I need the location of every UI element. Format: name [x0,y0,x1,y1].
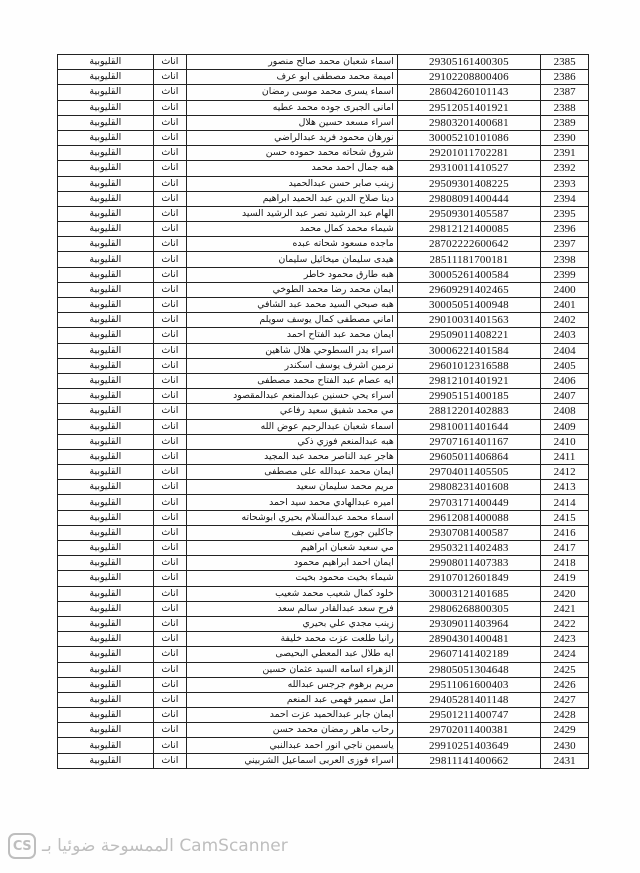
governorate-cell: القليوبية [58,373,154,388]
governorate-cell: القليوبية [58,632,154,647]
national-id-cell: 29405281401148 [397,692,540,707]
governorate-cell: القليوبية [58,434,154,449]
serial-number-cell: 2427 [541,692,589,707]
gender-cell: اناث [153,556,187,571]
gender-cell: اناث [153,343,187,358]
gender-cell: اناث [153,419,187,434]
serial-number-cell: 2416 [541,525,589,540]
gender-cell: اناث [153,70,187,85]
governorate-cell: القليوبية [58,510,154,525]
serial-number-cell: 2402 [541,313,589,328]
table-row [58,191,589,206]
governorate-cell: القليوبية [58,541,154,556]
serial-number-cell: 2419 [541,571,589,586]
table-row [58,419,589,434]
governorate-cell: القليوبية [58,176,154,191]
serial-number-cell: 2414 [541,495,589,510]
name-cell: اسراء يحي حسنين عبدالمنعم عبدالمقصود [187,389,398,404]
table-row [58,525,589,540]
gender-cell: اناث [153,662,187,677]
gender-cell: اناث [153,328,187,343]
table-row [58,662,589,677]
serial-number-cell: 2387 [541,85,589,100]
national-id-cell: 30003121401685 [397,586,540,601]
governorate-cell: القليوبية [58,267,154,282]
name-cell: جاكلين جورج سامي نصيف [187,525,398,540]
serial-number-cell: 2395 [541,206,589,221]
national-id-cell: 30005051400948 [397,298,540,313]
table-row [58,282,589,297]
gender-cell: اناث [153,465,187,480]
table-row [58,753,589,768]
serial-number-cell: 2401 [541,298,589,313]
governorate-cell: القليوبية [58,586,154,601]
table-row [58,343,589,358]
serial-number-cell: 2399 [541,267,589,282]
table-row [58,55,589,70]
national-id-cell: 29908011407383 [397,556,540,571]
name-cell: مريم محمد سليمان سعيد [187,480,398,495]
governorate-cell: القليوبية [58,343,154,358]
gender-cell: اناث [153,616,187,631]
governorate-cell: القليوبية [58,237,154,252]
table-row [58,100,589,115]
serial-number-cell: 2429 [541,723,589,738]
name-cell: اسراء بدر السطوحي هلال شاهين [187,343,398,358]
name-cell: شيماء محمد كمال محمد [187,222,398,237]
camscanner-logo-text: CS [12,838,32,854]
national-id-cell: 29102208800406 [397,70,540,85]
serial-number-cell: 2426 [541,677,589,692]
table-row [58,85,589,100]
name-cell: ايمان احمد ابراهيم محمود [187,556,398,571]
table-row [58,267,589,282]
name-cell: مريم برهوم جرجس عبدالله [187,677,398,692]
name-cell: اميره عبدالهادي محمد سيد احمد [187,495,398,510]
governorate-cell: القليوبية [58,480,154,495]
serial-number-cell: 2389 [541,115,589,130]
name-cell: امانى الجبرى جوده محمد عطيه [187,100,398,115]
table-row [58,237,589,252]
gender-cell: اناث [153,480,187,495]
name-cell: اسماء محمد عبدالسلام بحيري ابوشحاته [187,510,398,525]
name-cell: هبه طارق محمود خاطر [187,267,398,282]
governorate-cell: القليوبية [58,692,154,707]
table-row [58,541,589,556]
serial-number-cell: 2386 [541,70,589,85]
serial-number-cell: 2413 [541,480,589,495]
table-row [58,738,589,753]
national-id-cell: 29601012316588 [397,358,540,373]
name-cell: ماجده مسعود شحاته عبده [187,237,398,252]
governorate-cell: القليوبية [58,328,154,343]
serial-number-cell: 2398 [541,252,589,267]
name-cell: هبه عبدالمنعم فوزي ذكي [187,434,398,449]
national-id-cell: 29511061600403 [397,677,540,692]
table-row [58,161,589,176]
name-cell: هاجر عبد الناصر محمد عبد المجيد [187,449,398,464]
gender-cell: اناث [153,55,187,70]
name-cell: هبه جمال احمد محمد [187,161,398,176]
serial-number-cell: 2428 [541,708,589,723]
serial-number-cell: 2391 [541,146,589,161]
name-cell: الهام عبد الرشيد نصر عبد الرشيد السيد [187,206,398,221]
gender-cell: اناث [153,130,187,145]
table-row [58,449,589,464]
name-cell: دينا صلاح الدين عبد الحميد ابراهيم [187,191,398,206]
gender-cell: اناث [153,313,187,328]
serial-number-cell: 2420 [541,586,589,601]
name-cell: شيماء بخيت محمود بخيت [187,571,398,586]
gender-cell: اناث [153,541,187,556]
national-id-cell: 29811141400662 [397,753,540,768]
table-row [58,723,589,738]
name-cell: زينب مجدي علي بحيري [187,616,398,631]
national-id-cell: 28904301400481 [397,632,540,647]
serial-number-cell: 2397 [541,237,589,252]
national-id-cell: 29808231401608 [397,480,540,495]
serial-number-cell: 2400 [541,282,589,297]
serial-number-cell: 2421 [541,601,589,616]
gender-cell: اناث [153,510,187,525]
gender-cell: اناث [153,647,187,662]
national-id-cell: 29512051401921 [397,100,540,115]
governorate-cell: القليوبية [58,571,154,586]
serial-number-cell: 2404 [541,343,589,358]
name-cell: رانيا طلعت عزت محمد خليفة [187,632,398,647]
name-cell: هبه صبحي السيد محمد عبد الشافي [187,298,398,313]
name-cell: هيدى سليمان ميخائيل سليمان [187,252,398,267]
national-id-cell: 29612081400088 [397,510,540,525]
camscanner-watermark-text: CamScanner الممسوحة ضوئيا بـ [42,836,288,856]
serial-number-cell: 2430 [541,738,589,753]
table-row [58,130,589,145]
name-cell: ايه طلال عبد المعطي البحيصى [187,647,398,662]
national-id-cell: 28702222600642 [397,237,540,252]
table-row [58,206,589,221]
gender-cell: اناث [153,85,187,100]
serial-number-cell: 2405 [541,358,589,373]
name-cell: ايمان محمد عبد الفتاح احمد [187,328,398,343]
gender-cell: اناث [153,677,187,692]
governorate-cell: القليوبية [58,404,154,419]
gender-cell: اناث [153,753,187,768]
national-id-cell: 29704011405505 [397,465,540,480]
name-cell: نورهان محمود فريد عبدالراضي [187,130,398,145]
table-row [58,252,589,267]
name-cell: ايه عصام عبد الفتاح محمد مصطفى [187,373,398,388]
gender-cell: اناث [153,252,187,267]
table-row [58,647,589,662]
national-id-cell: 29201011702281 [397,146,540,161]
national-id-cell: 29609291402465 [397,282,540,297]
table-row [58,495,589,510]
name-cell: امل سمير فهمى عبد المنعم [187,692,398,707]
table-row [58,677,589,692]
serial-number-cell: 2393 [541,176,589,191]
gender-cell: اناث [153,282,187,297]
gender-cell: اناث [153,723,187,738]
gender-cell: اناث [153,100,187,115]
serial-number-cell: 2411 [541,449,589,464]
serial-number-cell: 2423 [541,632,589,647]
table-row [58,434,589,449]
national-id-cell: 29810011401644 [397,419,540,434]
national-id-cell: 29806268800305 [397,601,540,616]
table-row [58,298,589,313]
table-row [58,480,589,495]
gender-cell: اناث [153,571,187,586]
table-row [58,389,589,404]
governorate-cell: القليوبية [58,161,154,176]
gender-cell: اناث [153,389,187,404]
gender-cell: اناث [153,161,187,176]
table-row [58,692,589,707]
national-id-cell: 29605011406864 [397,449,540,464]
national-id-cell: 29309011403964 [397,616,540,631]
governorate-cell: القليوبية [58,419,154,434]
governorate-cell: القليوبية [58,495,154,510]
gender-cell: اناث [153,449,187,464]
serial-number-cell: 2425 [541,662,589,677]
table-row [58,404,589,419]
gender-cell: اناث [153,222,187,237]
national-id-cell: 29509011408221 [397,328,540,343]
national-id-cell: 28812201402883 [397,404,540,419]
table-row [58,222,589,237]
serial-number-cell: 2418 [541,556,589,571]
national-id-cell: 29503211402483 [397,541,540,556]
governorate-cell: القليوبية [58,282,154,297]
name-cell: ياسمين ناجي انور احمد عبدالنبي [187,738,398,753]
serial-number-cell: 2388 [541,100,589,115]
national-id-cell: 29808091400444 [397,191,540,206]
national-id-cell: 29707161401167 [397,434,540,449]
national-id-cell: 28511181700181 [397,252,540,267]
table-row [58,465,589,480]
governorate-cell: القليوبية [58,130,154,145]
name-cell: اسماء يسرى محمد موسى رمضان [187,85,398,100]
name-cell: اسراء فوزى العربى اسماعيل الشربيني [187,753,398,768]
governorate-cell: القليوبية [58,85,154,100]
serial-number-cell: 2385 [541,55,589,70]
table-row [58,176,589,191]
camscanner-watermark [8,831,328,861]
national-id-cell: 28604260101143 [397,85,540,100]
serial-number-cell: 2403 [541,328,589,343]
name-cell: اسماء شعبان عبدالرحيم عوض الله [187,419,398,434]
name-cell: اميمة محمد مصطفى ابو عرف [187,70,398,85]
table-row [58,601,589,616]
national-id-cell: 29305161400305 [397,55,540,70]
governorate-cell: القليوبية [58,449,154,464]
national-id-cell: 29910251403649 [397,738,540,753]
governorate-cell: القليوبية [58,556,154,571]
governorate-cell: القليوبية [58,358,154,373]
governorate-cell: القليوبية [58,708,154,723]
table-row [58,708,589,723]
gender-cell: اناث [153,632,187,647]
governorate-cell: القليوبية [58,100,154,115]
serial-number-cell: 2408 [541,404,589,419]
table-row [58,510,589,525]
national-id-cell: 29310011410527 [397,161,540,176]
name-cell: مي محمد شفيق سعيد رفاعي [187,404,398,419]
table-row [58,586,589,601]
name-cell: ايمان محمد عبدالله على مصطفى [187,465,398,480]
gender-cell: اناث [153,237,187,252]
table-row [58,632,589,647]
name-cell: نرمين اشرف يوسف اسكندر [187,358,398,373]
governorate-cell: القليوبية [58,662,154,677]
serial-number-cell: 2390 [541,130,589,145]
name-cell: ايمان جابر عبدالحميد عزت احمد [187,708,398,723]
gender-cell: اناث [153,434,187,449]
governorate-cell: القليوبية [58,252,154,267]
gender-cell: اناث [153,373,187,388]
records-table-body [58,55,589,769]
serial-number-cell: 2415 [541,510,589,525]
name-cell: الزهراء اسامه السيد عثمان حسين [187,662,398,677]
gender-cell: اناث [153,115,187,130]
table-row [58,571,589,586]
name-cell: اسراء مسعد حسين هلال [187,115,398,130]
national-id-cell: 30005261400584 [397,267,540,282]
national-id-cell: 29812101401921 [397,373,540,388]
governorate-cell: القليوبية [58,389,154,404]
governorate-cell: القليوبية [58,146,154,161]
governorate-cell: القليوبية [58,298,154,313]
governorate-cell: القليوبية [58,313,154,328]
governorate-cell: القليوبية [58,465,154,480]
gender-cell: اناث [153,738,187,753]
national-id-cell: 30005210101086 [397,130,540,145]
national-id-cell: 30006221401584 [397,343,540,358]
national-id-cell: 29307081400587 [397,525,540,540]
governorate-cell: القليوبية [58,738,154,753]
camscanner-logo-icon [8,833,36,859]
national-id-cell: 29010031401563 [397,313,540,328]
governorate-cell: القليوبية [58,222,154,237]
governorate-cell: القليوبية [58,601,154,616]
governorate-cell: القليوبية [58,55,154,70]
national-id-cell: 29509301408225 [397,176,540,191]
governorate-cell: القليوبية [58,723,154,738]
governorate-cell: القليوبية [58,115,154,130]
national-id-cell: 29607141402189 [397,647,540,662]
name-cell: اماني مصطفى كمال يوسف سويلم [187,313,398,328]
serial-number-cell: 2396 [541,222,589,237]
name-cell: شروق شحاته محمد حموده حسن [187,146,398,161]
name-cell: فرح سعد عبدالقادر سالم سعد [187,601,398,616]
serial-number-cell: 2394 [541,191,589,206]
gender-cell: اناث [153,495,187,510]
name-cell: خلود كمال شعيب محمد شعيب [187,586,398,601]
governorate-cell: القليوبية [58,753,154,768]
gender-cell: اناث [153,176,187,191]
serial-number-cell: 2424 [541,647,589,662]
serial-number-cell: 2422 [541,616,589,631]
records-table [57,54,589,769]
name-cell: رحاب ماهر رمضان محمد حسن [187,723,398,738]
gender-cell: اناث [153,692,187,707]
gender-cell: اناث [153,525,187,540]
serial-number-cell: 2410 [541,434,589,449]
governorate-cell: القليوبية [58,206,154,221]
national-id-cell: 29509301405587 [397,206,540,221]
name-cell: زينب صابر حسن عبدالحميد [187,176,398,191]
gender-cell: اناث [153,358,187,373]
serial-number-cell: 2406 [541,373,589,388]
gender-cell: اناث [153,586,187,601]
serial-number-cell: 2431 [541,753,589,768]
governorate-cell: القليوبية [58,70,154,85]
serial-number-cell: 2417 [541,541,589,556]
table-row [58,616,589,631]
table-row [58,358,589,373]
name-cell: اسماء شعبان محمد صالح منصور [187,55,398,70]
serial-number-cell: 2412 [541,465,589,480]
national-id-cell: 29501211400747 [397,708,540,723]
national-id-cell: 29107012601849 [397,571,540,586]
gender-cell: اناث [153,191,187,206]
name-cell: ايمان محمد رضا محمد الطوخي [187,282,398,297]
governorate-cell: القليوبية [58,525,154,540]
governorate-cell: القليوبية [58,647,154,662]
national-id-cell: 29702011400381 [397,723,540,738]
governorate-cell: القليوبية [58,616,154,631]
table-row [58,556,589,571]
national-id-cell: 29803201400681 [397,115,540,130]
name-cell: مي سعيد شعبان ابراهيم [187,541,398,556]
governorate-cell: القليوبية [58,677,154,692]
governorate-cell: القليوبية [58,191,154,206]
gender-cell: اناث [153,298,187,313]
table-row [58,115,589,130]
national-id-cell: 29703171400449 [397,495,540,510]
national-id-cell: 29812121400085 [397,222,540,237]
gender-cell: اناث [153,146,187,161]
gender-cell: اناث [153,404,187,419]
table-row [58,146,589,161]
table-row [58,328,589,343]
table-row [58,313,589,328]
national-id-cell: 29905151400185 [397,389,540,404]
table-row [58,373,589,388]
national-id-cell: 29805051304648 [397,662,540,677]
table-row [58,70,589,85]
gender-cell: اناث [153,267,187,282]
gender-cell: اناث [153,708,187,723]
serial-number-cell: 2392 [541,161,589,176]
serial-number-cell: 2407 [541,389,589,404]
gender-cell: اناث [153,601,187,616]
serial-number-cell: 2409 [541,419,589,434]
gender-cell: اناث [153,206,187,221]
